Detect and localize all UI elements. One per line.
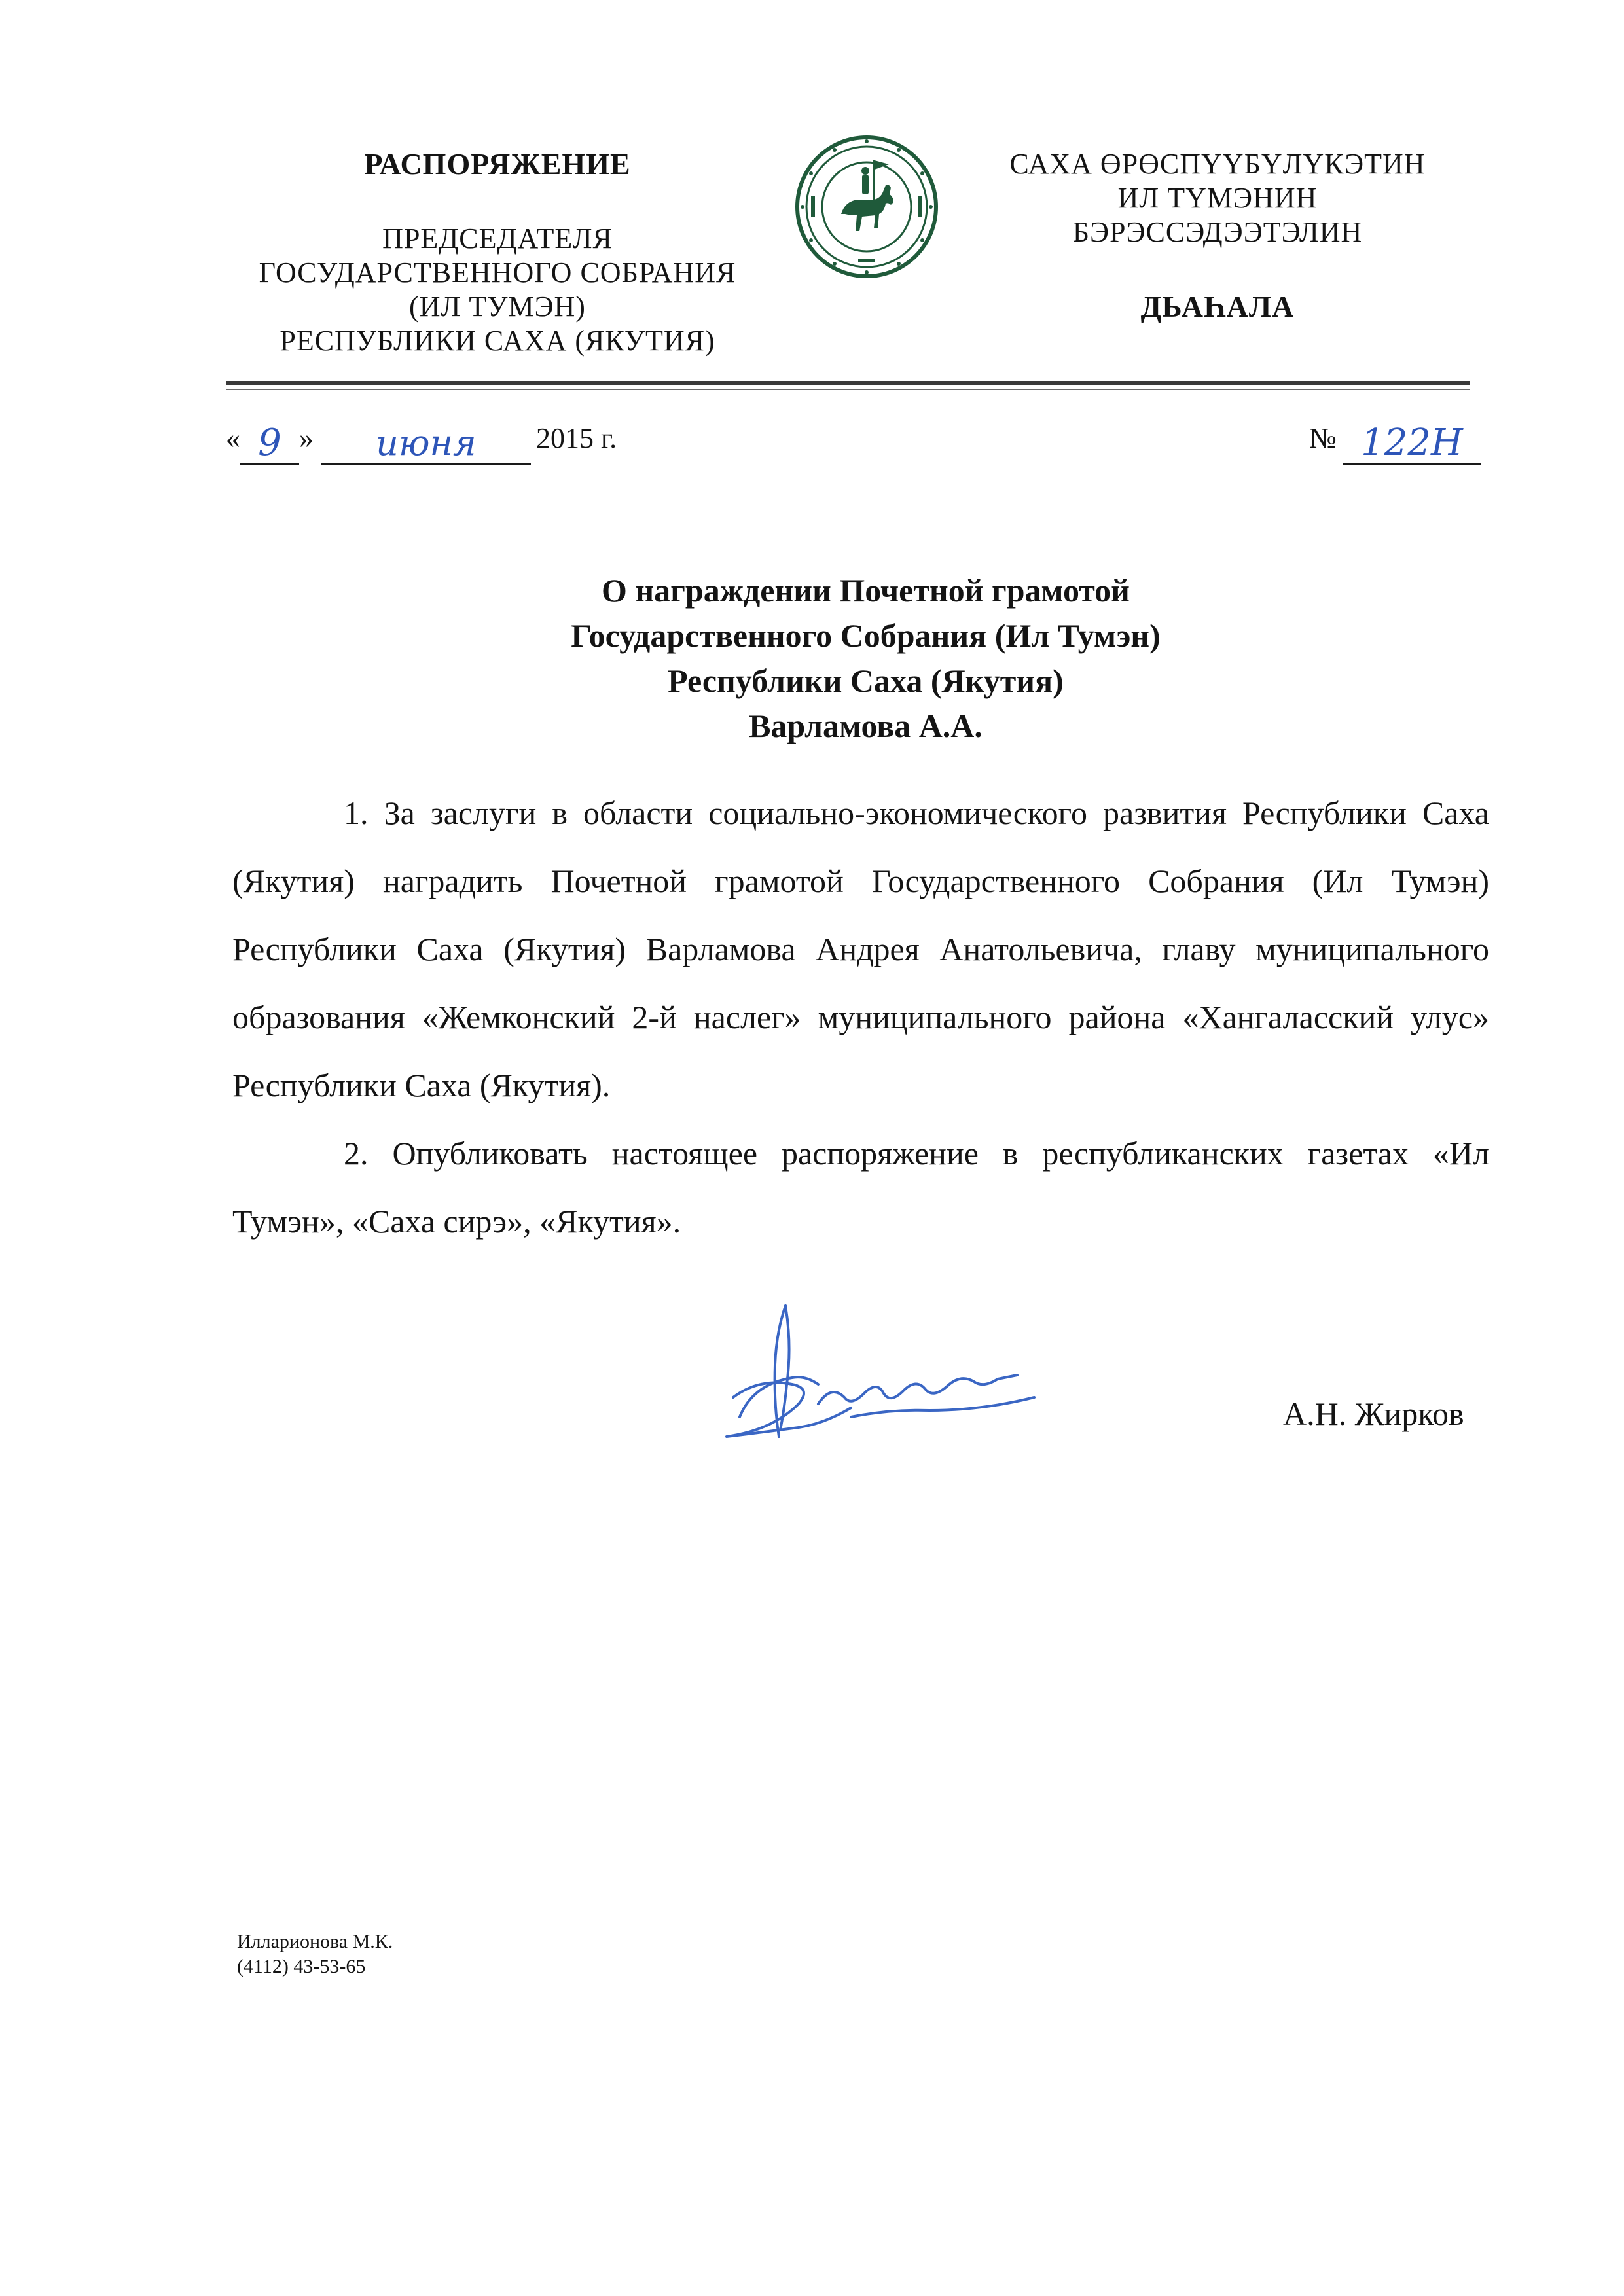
executor-info: [237, 1929, 393, 1979]
handwritten-signature-icon: [694, 1293, 1100, 1463]
date-month-handwritten: июня: [321, 423, 531, 465]
header-left-line: ГОСУДАРСТВЕННОГО СОБРАНИЯ: [259, 257, 736, 289]
executor-phone: (4112) 43-53-65: [237, 1956, 366, 1977]
number-value-handwritten: 122Н: [1343, 423, 1481, 465]
document-date: [226, 412, 617, 465]
document-type-title-sakha: ДЬАҺАЛА: [1140, 290, 1295, 323]
header-left-line: ПРЕДСЕДАТЕЛЯ: [382, 223, 613, 255]
document-number: [1309, 412, 1481, 465]
body-paragraph: 2. Опубликовать настоящее распоряжение в республиканских газетах «Ил Тумэн», «Саха сирэ», «Якутия».: [232, 1135, 1489, 1240]
header-left-line: (ИЛ ТУМЭН): [409, 291, 586, 323]
document-body: [232, 779, 1489, 1255]
date-open-quote: «: [226, 422, 240, 454]
date-close-quote: »: [299, 422, 314, 454]
subject-line: Республики Саха (Якутия): [668, 662, 1064, 699]
document-type-title: РАСПОРЯЖЕНИЕ: [364, 147, 631, 181]
date-year: 2015 г.: [536, 422, 617, 454]
header-divider-thin: [226, 389, 1470, 390]
document-subject: [226, 568, 1506, 749]
header-right-line: САХА ӨРӨСПҮҮБҮЛҮКЭТИН: [1009, 148, 1426, 180]
header-right-line: ИЛ ТҮМЭНИН: [1117, 182, 1318, 214]
header-divider: [226, 381, 1470, 385]
subject-line: О награждении Почетной грамотой: [601, 572, 1130, 609]
number-sign: №: [1309, 422, 1337, 454]
body-paragraph: 1. За заслуги в области социально-экономического развития Республики Саха (Якутия) наградить Почетной грамотой Государственного Собрания (Ил Тумэн) Республики Саха (Якутия) Варламова Андрея Анатольевича, главу муниципального образования «Жемконский 2-й наслег» муниципального района «Хангаласский улус» Республики Саха (Якутия).: [232, 795, 1489, 1103]
subject-line: Варламова А.А.: [749, 708, 983, 744]
executor-name: Илларионова М.К.: [237, 1931, 393, 1952]
signer-name: А.Н. Жирков: [1283, 1395, 1464, 1432]
subject-line: Государственного Собрания (Ил Тумэн): [571, 617, 1161, 654]
header-left-block: [216, 147, 779, 358]
header-left-line: РЕСПУБЛИКИ САХА (ЯКУТИЯ): [280, 325, 715, 357]
header-right-block: [962, 147, 1473, 324]
header-right-line: БЭРЭССЭДЭЭТЭЛИН: [1072, 216, 1363, 248]
date-day-handwritten: 9: [240, 423, 299, 465]
coat-of-arms-icon: [794, 134, 939, 279]
